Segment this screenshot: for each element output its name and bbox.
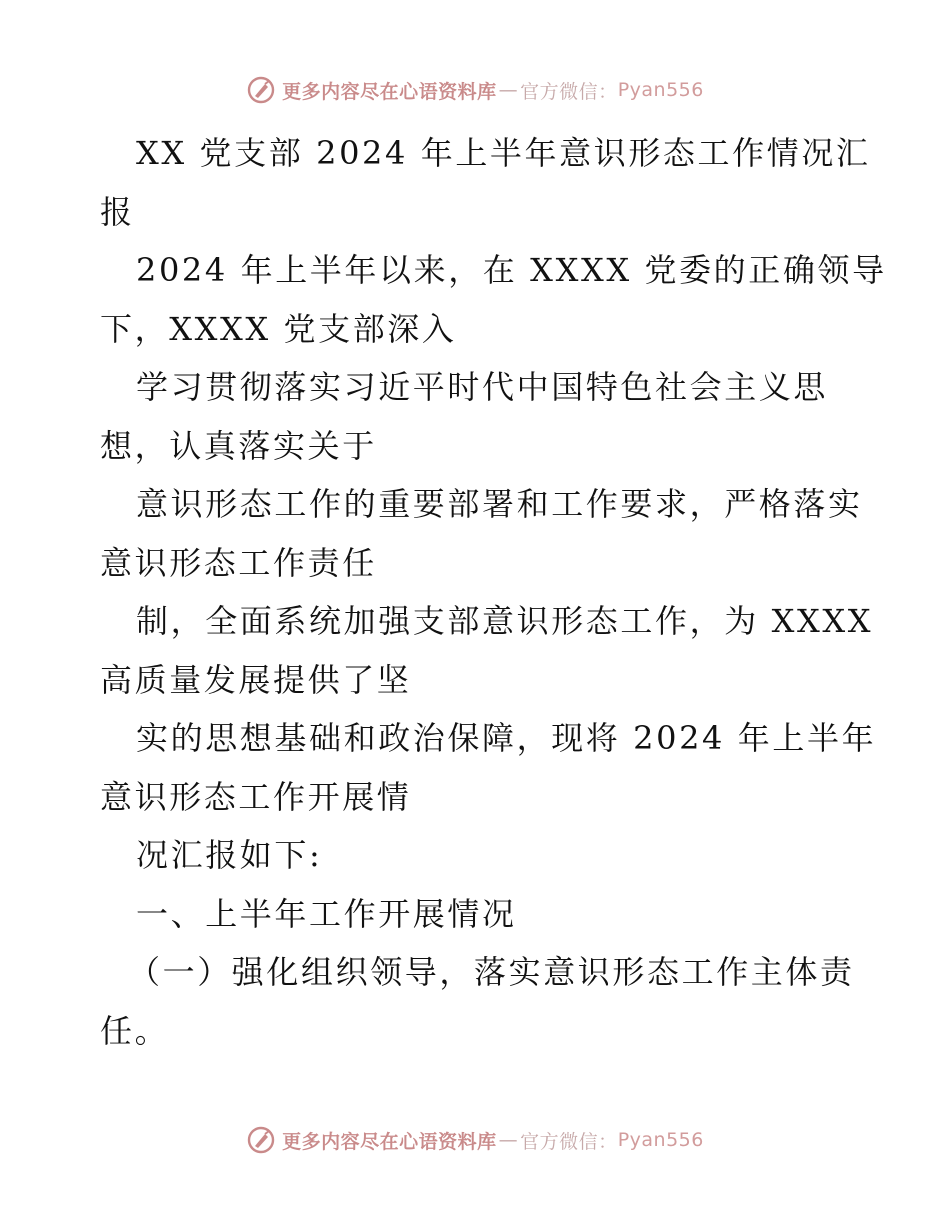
watermark-main-text: 更多内容尽在心语资料库: [282, 1130, 497, 1153]
paragraph-line: 2024 年上半年以来，在 XXXX 党委的正确领导: [136, 251, 887, 289]
paragraph-line: 下，XXXX 党支部深入: [100, 309, 457, 348]
paragraph-line: 学习贯彻落实习近平时代中国特色社会主义思: [136, 368, 829, 406]
pen-nib-circle-icon: [246, 1125, 276, 1155]
paragraph-line: 意识形态工作责任: [100, 543, 377, 582]
subsection-heading-continued: 任。: [100, 1011, 170, 1050]
paragraph-line: 高质量发展提供了坚: [100, 660, 412, 699]
subsection-heading: （一）强化组织领导，落实意识形态工作主体责: [128, 953, 855, 991]
paragraph-line: 制，全面系统加强支部意识形态工作，为 XXXX: [136, 602, 874, 640]
paragraph-line: 况汇报如下:: [136, 836, 323, 874]
watermark-separator: —: [498, 1129, 519, 1151]
watermark-wechat-label: 官方微信：: [520, 80, 618, 103]
section-heading: 一、上半年工作开展情况: [136, 894, 517, 933]
watermark-header: [0, 70, 950, 110]
pen-nib-circle-icon: [246, 75, 276, 105]
watermark-main-text: 更多内容尽在心语资料库: [282, 80, 497, 103]
watermark-footer: [0, 1120, 950, 1160]
paragraph-line: 意识形态工作开展情: [100, 777, 412, 816]
paragraph-line: 意识形态工作的重要部署和工作要求，严格落实: [136, 485, 863, 523]
paragraph-line: 想，认真落实关于: [100, 426, 377, 465]
document-title-line-2: 报: [100, 192, 135, 231]
watermark-wechat-label: 官方微信：: [520, 1130, 618, 1153]
watermark-separator: —: [498, 79, 519, 101]
watermark-wechat-id: Pyan556: [617, 1129, 704, 1151]
document-title-line-1: XX 党支部 2024 年上半年意识形态工作情况汇: [136, 134, 871, 172]
paragraph-line: 实的思想基础和政治保障，现将 2024 年上半年: [136, 719, 877, 757]
watermark-wechat-id: Pyan556: [617, 79, 704, 101]
document-body: [100, 124, 887, 1060]
